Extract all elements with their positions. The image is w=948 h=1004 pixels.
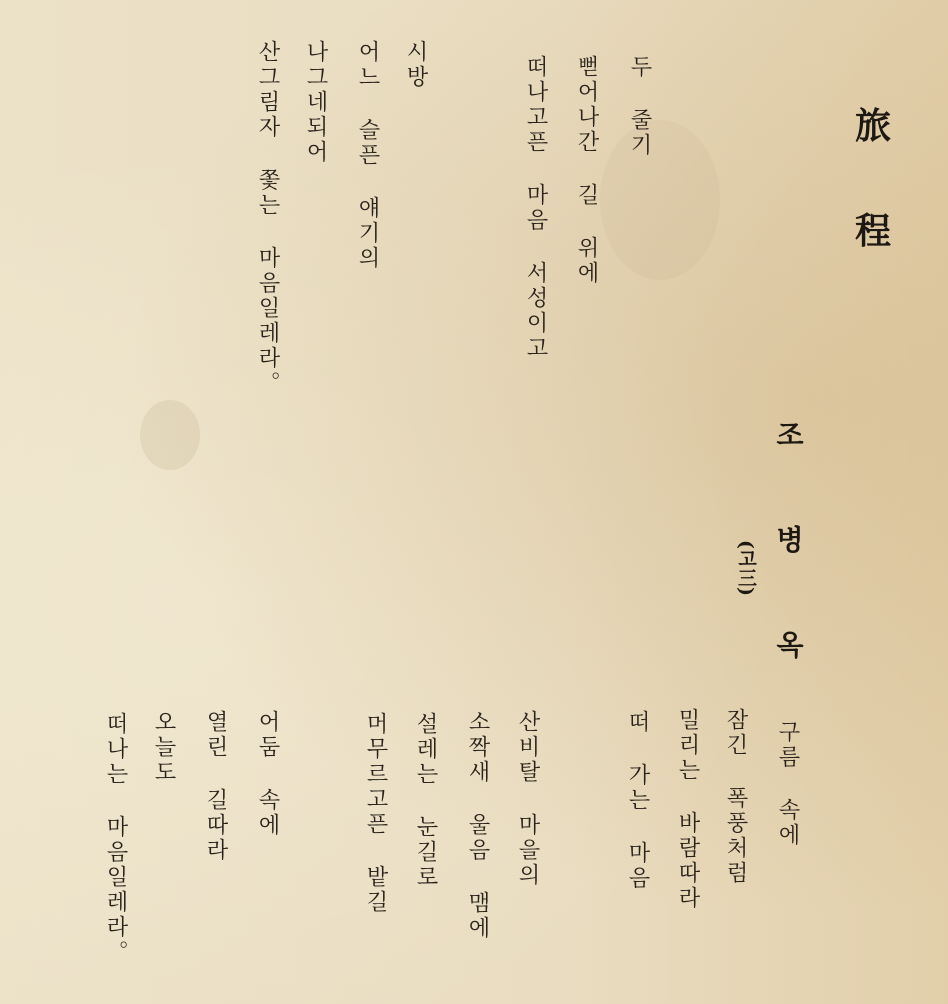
poem-line: 산그림자 쫓는 마음일레라。: [255, 40, 280, 396]
poem-line: 잠긴 폭풍처럼: [723, 708, 748, 886]
poem-line: 시방: [403, 40, 428, 90]
poem-line: 떠나는 마음일레라。: [103, 712, 128, 965]
poem-line: 어둠 속에: [255, 710, 280, 838]
poem-line: 밀리는 바람따라: [675, 708, 700, 911]
poem-line: 머무르고픈 밭길: [363, 712, 388, 915]
title-char-1: 旅: [855, 105, 892, 147]
poem-line: 떠 가는 마음: [625, 710, 650, 891]
poem-line: 열린 길따라: [203, 710, 228, 863]
poem-line: 뻗어나간 길 위에: [574, 55, 599, 286]
author-grade: (고三): [735, 540, 757, 596]
poem-line: 떠나고픈 마음 서성이고: [523, 55, 548, 361]
title-char-2: 程: [855, 210, 892, 252]
poem-line: 구름 속에: [775, 720, 800, 848]
author-name: 조 병 옥: [772, 420, 805, 680]
poem-line: 산비탈 마을의: [515, 710, 540, 888]
poem-line: 소짝새 울음 맴에: [465, 710, 490, 941]
poem-line: 어느 슬픈 얘기의: [355, 40, 380, 271]
poem-line: 오늘도: [151, 710, 176, 785]
poem-line: 두 줄기: [627, 55, 652, 158]
poem-line: 나그네되어: [303, 40, 328, 165]
poem-line: 설레는 눈길로: [413, 712, 438, 890]
